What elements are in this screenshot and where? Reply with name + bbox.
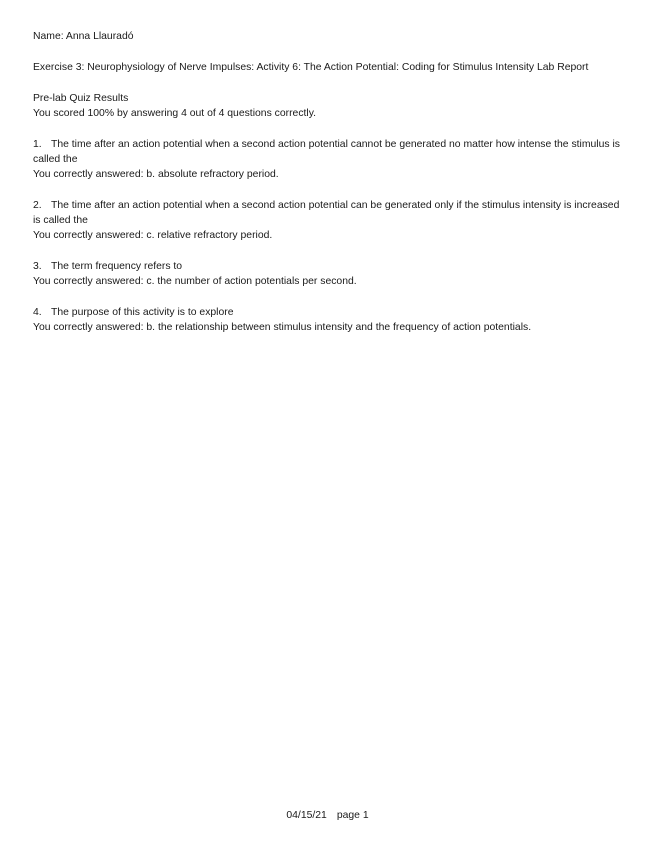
question-number: 3. — [33, 261, 42, 272]
prelab-heading: Pre-lab Quiz Results — [33, 93, 129, 104]
question-text — [33, 137, 623, 167]
question-text — [33, 259, 623, 274]
question-body: The time after an action potential when a second action potential cannot be generated no matter how intense the stimulus is called the — [33, 139, 620, 165]
question-number: 2. — [33, 200, 42, 211]
footer-date: 04/15/21 — [286, 810, 327, 821]
question-1 — [33, 137, 623, 182]
question-3 — [33, 259, 623, 289]
question-body: The time after an action potential when a second action potential can be generated only if the stimulus intensity is increased is called the — [33, 200, 620, 226]
question-number: 4. — [33, 307, 42, 318]
prelab-results — [33, 91, 623, 121]
question-number: 1. — [33, 139, 42, 150]
question-text — [33, 198, 623, 228]
question-4 — [33, 305, 623, 335]
question-body: The term frequency refers to — [51, 261, 183, 272]
student-name: Name: Anna Llauradó — [33, 31, 134, 42]
page-footer — [0, 808, 655, 823]
document-page — [33, 29, 623, 351]
question-body: The purpose of this activity is to explore — [51, 307, 234, 318]
prelab-score: You scored 100% by answering 4 out of 4 questions correctly. — [33, 108, 317, 119]
footer-page-number: page 1 — [336, 810, 369, 821]
question-answer: You correctly answered: c. the number of action potentials per second. — [33, 276, 357, 287]
question-answer: You correctly answered: b. absolute refractory period. — [33, 169, 279, 180]
question-2 — [33, 198, 623, 243]
report-title: Exercise 3: Neurophysiology of Nerve Impulses: Activity 6: The Action Potential: Coding for Stimulus Intensity Lab Report — [33, 62, 589, 73]
question-text — [33, 305, 623, 320]
question-answer: You correctly answered: c. relative refractory period. — [33, 230, 273, 241]
question-answer: You correctly answered: b. the relationship between stimulus intensity and the frequency of action potentials. — [33, 322, 532, 333]
